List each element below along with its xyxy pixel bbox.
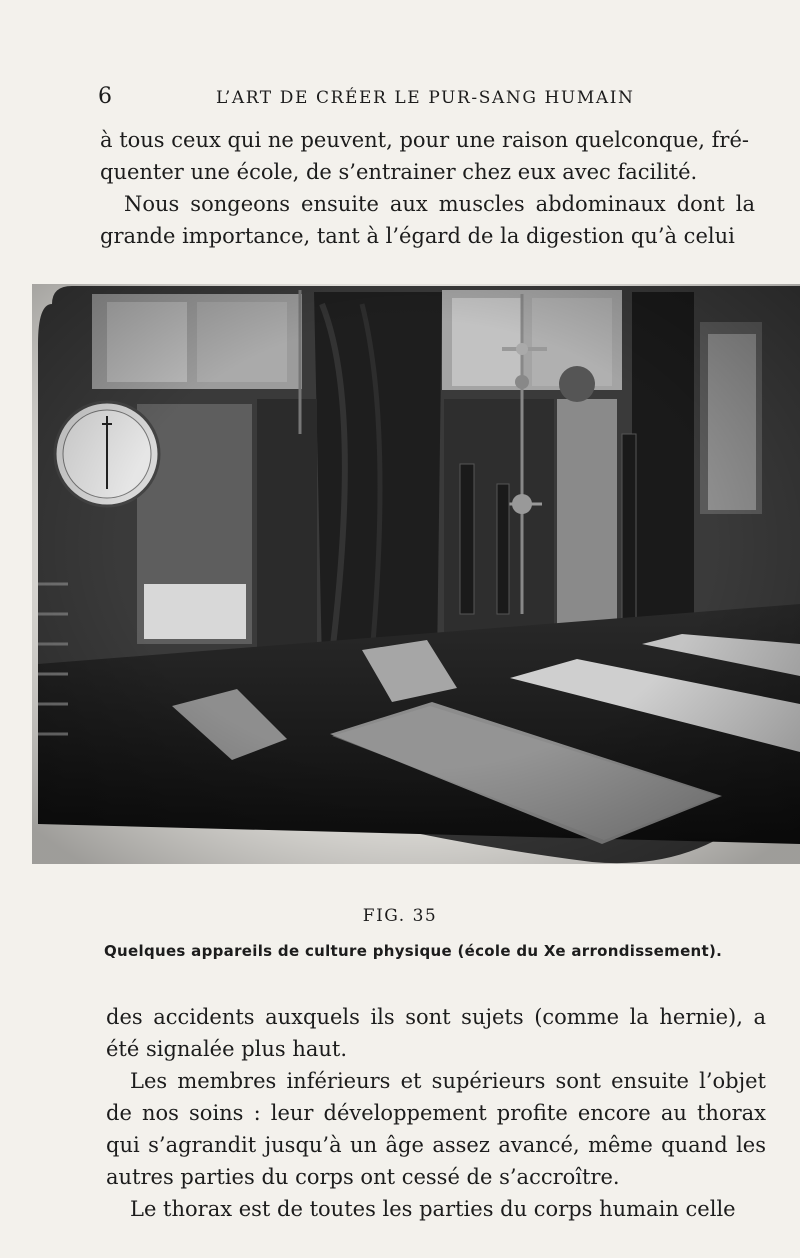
paragraph-line: à tous ceux qui ne peuvent, pour une raison quelconque, fré- [100, 128, 749, 152]
figure-caption: Quelques appareils de culture physique (école du Xe arrondissement). [104, 942, 723, 960]
paragraph: des accidents auxquels ils sont sujets (comme la hernie), a été signalée plus haut. [106, 1005, 766, 1061]
paragraph: Nous songeons ensuite aux muscles abdominaux dont la grande importance, tant à l’égard de la digestion qu’à celui [100, 192, 755, 248]
text-block-bottom [106, 1001, 766, 1225]
figure-label: FIG. 35 [362, 906, 438, 926]
figure-photograph [32, 284, 800, 864]
paragraph-line: quenter une école, de s’entrainer chez eux avec facilité. [100, 160, 698, 184]
paragraph: Le thorax est de toutes les parties du corps humain celle [130, 1197, 736, 1221]
paragraph: Les membres inférieurs et supérieurs sont ensuite l’objet de nos soins : leur développement profite encore au thorax qui s’agrandit jusqu’à un âge assez avancé, même quand les autres parties du corps ont cessé de s’accroître. [106, 1069, 766, 1189]
book-title: L’ART DE CRÉER LE PUR-SANG HUMAIN [216, 88, 635, 108]
gymnasium-photo [32, 284, 800, 864]
text-block-top [100, 124, 755, 252]
page-number: 6 [98, 84, 112, 109]
running-head [98, 84, 658, 114]
